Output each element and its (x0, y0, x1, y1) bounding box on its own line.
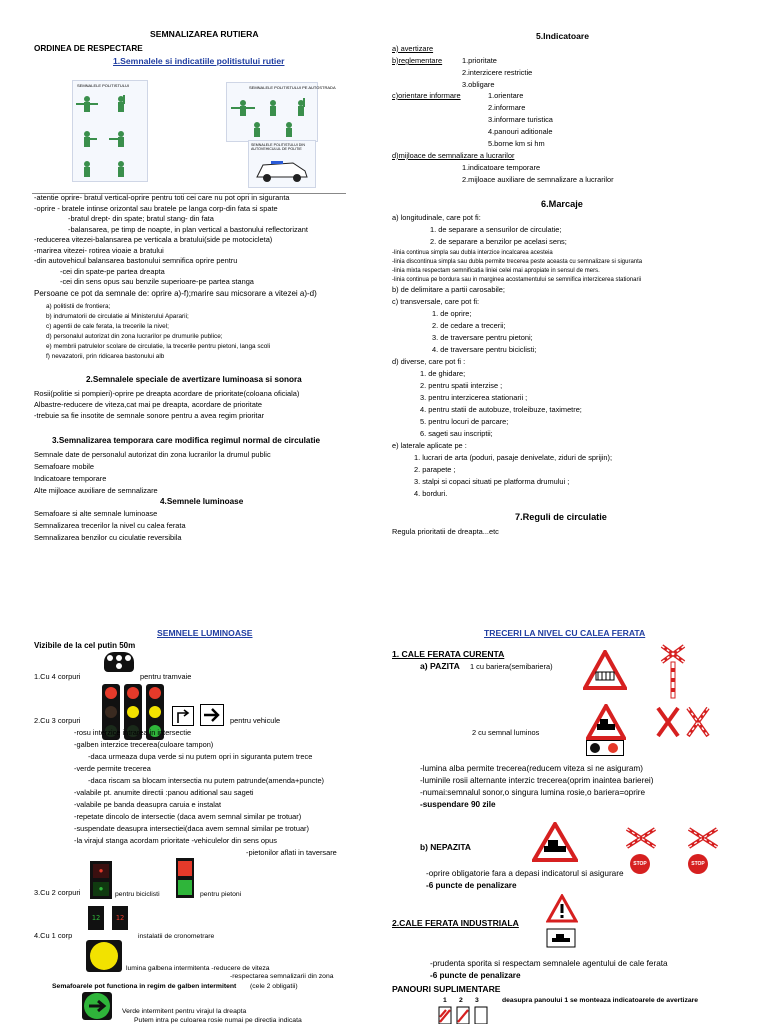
section-7-heading: 7.Reguli de circulatie (515, 512, 607, 522)
panel-number: 2 (459, 997, 463, 1004)
police-signals-image (72, 80, 148, 182)
two-lamp-label: 3.Cu 2 corpuri (34, 888, 81, 897)
crossing-lights-icon (586, 740, 624, 756)
list-item: -din autovehicul balansarea bastonului semnifica oprire pentru (34, 256, 238, 265)
marking-item: 1. de ghidare; (420, 369, 466, 378)
unguarded-rule: -6 puncte de penalizare (426, 881, 517, 890)
marking-item: 4. de traversare pentru biciclisti; (432, 345, 537, 354)
yellow-mode-note: (cele 2 obligatii) (250, 983, 298, 990)
police-highway-icons (227, 93, 317, 139)
panel-number: 3 (475, 997, 479, 1004)
one-lamp-note: instalatii de cronometrare (138, 933, 215, 940)
green-arrow-note: Verde intermitent pentru virajul la dreapta (122, 1008, 247, 1015)
marking-note: -linia continua pe bordura sau in marginea acostamentului se semnifica interzicerea stationarii (392, 277, 642, 283)
vehicle-signal-label: 2.Cu 3 corpuri (34, 716, 81, 725)
sign-category: b)reglementare (392, 56, 443, 65)
countdown-red-icon: 12 (112, 906, 128, 930)
section-3-heading: 3.Semnalizarea temporara care modifica regimul normal de circulatie (52, 436, 321, 445)
marking-item: 1. lucrari de arta (poduri, pasaje denivelate, ziduri de sprijin); (414, 453, 613, 462)
two-lamp-note-a: pentru biciclisti (115, 891, 160, 898)
list-item: c) agentii de cale ferata, la trecerile la nivel; (46, 323, 169, 330)
list-item: -galben interzice trecerea(culoare tampon) (74, 740, 214, 749)
marking-note: -linia discontinua simpla sau dubla permite trecerea peste aceasta cu semnalizare si siguranta (392, 259, 643, 265)
barrier-note: 1 cu bariera(semibariera) (470, 662, 553, 671)
list-item: Alte mijloace auxiliare de semnalizare (34, 486, 158, 495)
police-image-label: SEMNALELE POLITISTULUI (77, 83, 130, 88)
train-warning-icon (586, 704, 626, 740)
flashing-yellow-icon (86, 940, 122, 972)
list-item: -valabile pt. anumite directii :panou aditional sau sageti (74, 788, 254, 797)
tram-signal-note: pentru tramvaie (140, 672, 192, 681)
stop-sign-icon: STOP (630, 854, 650, 874)
marking-item: 3. de traversare pentru pietoni; (432, 333, 533, 342)
marking-item: d) diverse, care pot fi : (392, 357, 466, 366)
extra-panels-heading: PANOURI SUPLIMENTARE (392, 984, 501, 994)
sign-item: 2.mijloace auxiliare de semnalizare a lucrarilor (462, 175, 614, 184)
list-item: Semafoare si alte semnale luminoase (34, 509, 158, 518)
green-arrow-note-b: Putem intra pe culoarea rosie numai pe directia indicata (134, 1017, 302, 1024)
marking-item: a) longitudinale, care pot fi: (392, 213, 481, 222)
list-item: Semnalizarea trecerilor la nivel cu calea ferata (34, 521, 186, 530)
industrial-rule: -6 puncte de penalizare (430, 971, 521, 980)
marking-item: 4. borduri. (414, 489, 448, 498)
section-1-heading: 1.Semnalele si indicatiile politistului rutier (113, 56, 285, 66)
double-cross-icon-b (686, 826, 720, 850)
marking-item: c) transversale, care pot fi: (392, 297, 480, 306)
list-item: -balansarea, pe timp de noapte, in plan vertical a bastonului reflectorizant (68, 225, 308, 234)
sign-item: 1.prioritate (462, 56, 497, 65)
sign-item: 2.interzicere restrictie (462, 68, 533, 77)
list-item: Albastre-reducere de viteza,cat mai pe dreapta, acordare de prioritate (34, 400, 263, 409)
sign-category: c)orientare informare (392, 91, 461, 100)
panel-number: 1 (443, 997, 447, 1004)
list-item: -la virajul stanga acordam prioritate -vehiculelor din sens opus (74, 836, 277, 845)
tram-signal-label: 1.Cu 4 corpuri (34, 672, 81, 681)
list-item: Semnalizarea benzilor cu ciculatie reversibila (34, 533, 182, 542)
list-item: -rosu interzice intrarea in intersectie (74, 728, 192, 737)
marking-item: 1. de oprire; (432, 309, 472, 318)
railway-cross-icon (658, 642, 688, 700)
danger-warning-icon (546, 894, 578, 924)
list-item: -repetate dincolo de intersectie (daca avem semnal similar pe trotuar) (74, 812, 302, 821)
sign-item: 1.indicatoare temporare (462, 163, 541, 172)
marking-item: 2. pentru spatii interzise ; (420, 381, 503, 390)
rail-rule: -luminile rosii alternante interzic trecerea(oprim inaintea barierei) (420, 776, 654, 785)
list-item: -pietonilor aflati in taversare (246, 848, 337, 857)
list-item: -reducerea vitezei-balansarea pe verticala a bratului(side pe motocicleta) (34, 235, 273, 244)
list-item: -bratul drept- din spate; bratul stang- din fata (68, 214, 214, 223)
doc-title: SEMNALIZAREA RUTIERA (150, 29, 259, 39)
unguarded-rule: -oprire obligatorie fara a depasi indicatorul si asigurare (426, 869, 624, 878)
tram-signal-icon (104, 652, 134, 672)
light-signal-note: 2 cu semnal luminos (472, 728, 540, 737)
sign-category: d)mijloace de semnalizare a lucrarilor (392, 151, 515, 160)
list-item: e) membrii patrulelor scolare de circulatie, la trecerile pentru pietoni, langa scoli (46, 343, 271, 350)
visibility-note: Vizibile de la cel putin 50m (34, 641, 136, 650)
list-item: -verde permite trecerea (74, 764, 151, 773)
rail-rule: -numai:semnalul sonor,o singura lumina rosie,o bariera=oprire (420, 788, 646, 797)
section-2-heading: 2.Semnalele speciale de avertizare luminoasa si sonora (86, 375, 302, 384)
sign-item: 5.borne km si hm (488, 139, 545, 148)
rail-crossing-heading: TRECERI LA NIVEL CU CALEA FERATA (484, 628, 646, 638)
section-6-heading: 6.Marcaje (541, 199, 583, 209)
unguarded-warning-icon (532, 822, 578, 862)
right-arrow-icon (200, 704, 224, 726)
list-item: f) nevazatorii, prin ridicarea bastonului alb (46, 353, 165, 360)
unguarded-label: b) NEPAZITA (420, 842, 471, 852)
police-image-label: SEMNALELE POLITISTULUI DIN AUTOVEHICULUL DE POLITIE (251, 143, 305, 151)
marking-item: 1. de separare a sensurilor de circulatie; (430, 225, 562, 234)
guarded-label: a) PAZITA (420, 661, 460, 671)
stop-sign-icon: STOP (688, 854, 708, 874)
marking-item: 2. de separare a benzilor pe acelasi sens; (430, 237, 567, 246)
police-car-image (248, 140, 316, 188)
bicycle-signal-icon: ● ● (90, 861, 112, 899)
pedestrian-signal-icon (176, 858, 194, 898)
green-arrow-signal-icon (82, 992, 112, 1020)
marking-item: 5. pentru locuri de parcare; (420, 417, 509, 426)
vehicle-signal-note: pentru vehicule (230, 716, 281, 725)
rules-line: Regula prioritatii de dreapta...etc (392, 527, 499, 536)
list-item: Indicatoare temporare (34, 474, 107, 483)
sign-item: 3.informare turistica (488, 115, 553, 124)
industrial-train-icon (546, 928, 576, 948)
marking-item: e) laterale aplicate pe : (392, 441, 467, 450)
marking-item: 6. sageti sau inscriptii; (420, 429, 493, 438)
industrial-rule: -prudenta sporita si respectam semnalele agentului de cale ferata (430, 959, 668, 968)
one-lamp-label: 4.Cu 1 corp (34, 931, 73, 940)
flashing-yellow-note: lumina galbena intermitenta -reducere de viteza (126, 965, 270, 972)
two-lamp-note-b: pentru pietoni (200, 891, 242, 898)
sign-item: 4.panouri aditionale (488, 127, 553, 136)
rail-rule: -lumina alba permite trecerea(reducem viteza si ne asiguram) (420, 764, 643, 773)
list-item: -atentie oprire- bratul vertical-oprire pentru toti cei care nu pot opri in siguranta (34, 193, 290, 202)
barrier-warning-icon (583, 650, 627, 690)
list-item: -cei din spate-pe partea dreapta (60, 267, 165, 276)
marking-item: 4. pentru statii de autobuze, troleibuze, taximetre; (420, 405, 582, 414)
double-cross-icon (654, 704, 712, 740)
marking-item: 3. pentru interzicerea stationarii ; (420, 393, 528, 402)
list-item: -daca riscam sa blocam intersectia nu putem patrunde(amenda+puncte) (88, 776, 325, 785)
sign-item: 1.orientare (488, 91, 524, 100)
marking-item: 2. de cedare a trecerii; (432, 321, 506, 330)
marking-item: b) de delimitare a partii carosabile; (392, 285, 505, 294)
list-item: -suspendate deasupra intersectiei(daca avem semnal similar pe trotuar) (74, 824, 309, 833)
yellow-mode-text: Semafoarele pot functiona in regim de galben intermitent (52, 983, 237, 990)
list-item: -cei din sens opus sau benzile superioare-pe partea stanga (60, 277, 254, 286)
list-item: -marirea vitezei- rotirea vioaie a bratului (34, 246, 164, 255)
panel-note: deasupra panoului 1 se monteaza indicatoarele de avertizare (502, 997, 699, 1004)
sign-item: 2.informare (488, 103, 526, 112)
list-item: -oprire - bratele intinse orizontal sau bratele pe langa corp-din fata si spate (34, 204, 278, 213)
countdown-green-icon: 12 (88, 906, 104, 930)
list-item: -trebuie sa fie insotite de semnale sonore pentru a avea regim prioritar (34, 411, 265, 420)
police-officer-icons (73, 89, 147, 179)
section-5-heading: 5.Indicatoare (536, 31, 590, 41)
doc-subtitle: ORDINEA DE RESPECTARE (34, 44, 143, 53)
police-car-icon (253, 155, 311, 185)
current-railway-heading: 1. CALE FERATA CURENTA (392, 649, 505, 659)
marking-note: -linia continua simpla sau dubla interzice incalcarea acesteia (392, 250, 553, 256)
sign-category: a) avertizare (392, 44, 434, 53)
list-item: -daca urmeaza dupa verde si nu putem opri in siguranta putem trece (88, 752, 313, 761)
rail-rule: -suspendare 90 zile (420, 800, 496, 809)
list-item: a) politistii de frontiera; (46, 303, 111, 310)
arrow-panel-icon (172, 706, 194, 726)
marking-note: -linia mixta respectam semnificatia liniei celei mai apropiate in sensul de mers. (392, 268, 600, 274)
industrial-railway-heading: 2.CALE FERATA INDUSTRIALA (392, 918, 519, 928)
marking-item: 2. parapete ; (414, 465, 456, 474)
list-item: Semnale date de personalul autorizat din zona lucrarilor la drumul public (34, 450, 271, 459)
police-image-label: SEMNALELE POLITISTULUI PE AUTOSTRADA (249, 85, 336, 90)
list-item: -valabile pe banda deasupra caruia e instalat (74, 800, 222, 809)
list-item: Rosii(politie si pompieri)-oprire pe dreapta acordare de prioritate(coloana oficiala) (34, 389, 300, 398)
sign-item: 3.obligare (462, 80, 495, 89)
flashing-yellow-note-b: -respectarea semnalizarii din zona (230, 973, 334, 980)
single-cross-icon (624, 826, 658, 850)
distance-panels-icon (437, 1006, 491, 1024)
persons-heading: Persoane ce pot da semnale de: oprire a)-f);marire sau micsorare a vitezei a)-d) (34, 289, 317, 298)
section-4-heading: 4.Semnele luminoase (160, 497, 244, 506)
list-item: b) indrumatorii de circulatie ai Ministerului Apararii; (46, 313, 189, 320)
marking-item: 3. stalpi si copaci situati pe platforma drumului ; (414, 477, 570, 486)
list-item: Semafoare mobile (34, 462, 94, 471)
police-highway-image (226, 82, 336, 142)
light-signals-heading: SEMNELE LUMINOASE (157, 628, 253, 638)
list-item: d) personalul autorizat din zona lucrarilor pe drumurile publice; (46, 333, 223, 340)
